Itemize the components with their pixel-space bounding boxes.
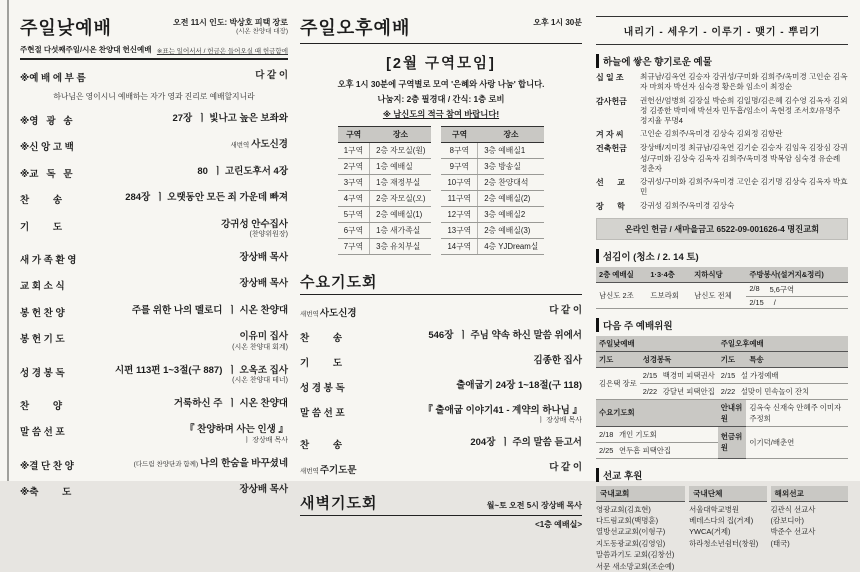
col-header: 기도: [596, 351, 640, 367]
item-label: 교 회 소 식: [20, 278, 65, 292]
offering-names: 강귀성/구미화 김희주/옥미경 고인순 김기명 김상숙 김옥자 박효민: [640, 177, 848, 198]
mission-item: 서울대학교병원: [689, 504, 766, 515]
worship-item-creed: [300, 305, 582, 319]
table-row: 12구역 3층 예배실2: [441, 207, 544, 223]
item-value: 80 ㅣ 고린도후서 4장: [197, 166, 288, 177]
col-header: 성경봉독: [640, 351, 718, 367]
item-label: 말 씀 선 포: [20, 424, 65, 438]
next-week-table: [596, 336, 848, 459]
col-header: 2층 예배실: [596, 267, 647, 283]
group-location-tables: [300, 126, 582, 255]
scan-edge-line: [7, 0, 9, 481]
item-subnote: ㅣ 장상배 목사: [345, 417, 582, 425]
church-motto: 내리기 - 세우기 - 이루기 - 맺기 - 뿌리기: [596, 16, 848, 45]
offering-label: 건축헌금: [596, 143, 640, 174]
worship-item-announcements: [20, 278, 288, 292]
afternoon-worship-time: 오후 1시 30분: [533, 14, 582, 28]
table-row: 4구역 2층 자모실(오): [338, 191, 432, 207]
item-label: 기 도: [300, 355, 342, 369]
morning-worship-order: [20, 60, 288, 498]
standing-note: ※표는 일어서서 / 헌금은 들어오실 때 헌금함에: [157, 46, 288, 55]
offering-names: 고인순 김희주/옥미경 김상숙 김외정 김항란: [640, 129, 848, 140]
col-header: 해외선교: [771, 486, 848, 502]
group-meeting-line2: 나눔지: 2층 필경대 / 간식: 1층 로비: [300, 93, 582, 105]
item-value: 다 같 이: [255, 70, 288, 81]
table-row: 11구역 2층 예배실(2): [441, 191, 544, 207]
item-value: 장상배 목사: [239, 252, 288, 263]
worship-item-scripture: [20, 365, 288, 386]
worship-item-newcomers: [20, 252, 288, 266]
offering-names: 권헌선/엄병희 김장실 박순희 김일명/김은혜 김수영 김옥자 김외정 김종한 박미애 박선자 민두흠/임소이 옥현정 조서호/유명주 정지율 무명4: [640, 96, 848, 127]
item-subnote: (시온 찬양대 테너): [65, 377, 288, 385]
mission-overseas: [771, 486, 848, 572]
call-verse: 하나님은 영이시니 예배하는 자가 영과 진리로 예배할지니라: [20, 91, 288, 102]
col-header: 주방봉사(설거지&정리): [746, 267, 848, 283]
offering-label: 겨 자 씨: [596, 129, 640, 140]
offering-row-mustard-seed: [596, 129, 848, 140]
worship-item-gloria: [20, 113, 288, 127]
online-offering-account: 온라인 헌금 / 새마을금고 6522-09-001626-4 명진교회: [596, 218, 848, 240]
item-label: ※결 단 찬 양: [20, 458, 74, 472]
mission-item: 열방선교교회(이형구): [596, 526, 685, 537]
worship-item-scripture: [300, 380, 582, 394]
item-value: 사도신경: [251, 139, 288, 150]
item-value: 다 같 이: [549, 305, 582, 316]
table-row: 2/22 강달년 피택안집 2/22 설맞이 민속놀이 잔치: [596, 383, 848, 399]
worship-item-offertory-praise: [20, 305, 288, 319]
offering-section-title: 하늘에 쌓은 향기로운 예물: [596, 54, 848, 68]
next-week-section-title: 다음 주 예배위원: [596, 318, 848, 332]
col-header: 국내교회: [596, 486, 685, 502]
morning-worship-title: 주일낮예배: [20, 14, 112, 40]
item-note: (다드림 찬양단과 함께): [134, 461, 198, 468]
group-meeting-title: [2월 구역모임]: [300, 52, 582, 73]
item-value: 27장 ㅣ 빛나고 높은 보좌와: [172, 113, 288, 124]
item-value: 『 찬양하며 사는 인생 』: [185, 424, 288, 435]
dawn-prayer-place: <1층 예배실>: [300, 519, 582, 530]
offering-names: 최규남/김옥연 김승자 강귀성/구미화 김희주/옥미경 고인순 김옥자 마희자 박선자 심숙경 황은화 임소이 최정순: [640, 72, 848, 93]
table-row: 2구역 1층 예배실: [338, 159, 432, 175]
item-note: 새번역: [300, 311, 319, 318]
mission-item: 영광교회(김효현): [596, 504, 685, 515]
table-row: 3구역 1층 재정부실: [338, 175, 432, 191]
item-label: 봉 헌 기 도: [20, 331, 65, 345]
offering-label: 감사헌금: [596, 96, 640, 127]
worship-item-creed: [20, 139, 288, 153]
afternoon-worship-title: 주일오후예배: [300, 14, 410, 40]
serving-table: [596, 267, 848, 309]
worship-item-sermon: [300, 405, 582, 426]
group-meeting-notice: [300, 52, 582, 255]
mission-section-title: 선교 후원: [596, 468, 848, 482]
item-note: 새번역: [230, 142, 249, 149]
mission-item: 다드림교회(백명훈): [596, 515, 685, 526]
worship-item-hymn: [300, 437, 582, 451]
info-panel: [596, 0, 848, 481]
item-subnote: ㅣ 장상배 목사: [65, 437, 288, 445]
item-label: ※예 배 에 부 름: [20, 70, 86, 84]
group-table-left: [338, 126, 432, 255]
table-row: 김은택 장로 2/15 백경미 피택권사 2/15 설 가정예배: [596, 367, 848, 383]
mission-item: 하라청소년쉼터(창원): [689, 538, 766, 549]
item-label: 기 도: [20, 219, 62, 233]
item-label: ※영 광 송: [20, 113, 73, 127]
col-header: 1·3·4층: [647, 267, 691, 283]
morning-worship-leader-note: (시온 찬양대 대장): [173, 28, 288, 36]
worship-item-commitment-hymn: [20, 458, 288, 472]
morning-worship-header: [20, 14, 288, 60]
table-row: 13구역 2층 예배실(3): [441, 223, 544, 239]
col-header: 수요기도회: [596, 399, 718, 426]
item-label: ※교 독 문: [20, 166, 73, 180]
table-row: 9구역 3층 방송실: [441, 159, 544, 175]
offering-row-tithe: [596, 72, 848, 93]
table-row: 6구역 1층 새가족실: [338, 223, 432, 239]
group-meeting-line3: ※ 남신도의 적극 참여 바랍니다!: [300, 108, 582, 120]
item-value: 다 같 이: [549, 462, 582, 473]
afternoon-worship-header: [300, 14, 582, 44]
table-row: 7구역 3층 유치부실: [338, 239, 432, 255]
mission-item: 서문 새소망교회(조순예): [596, 561, 685, 572]
item-label: 성 경 봉 독: [300, 380, 345, 394]
table-row: 14구역 4층 YJDream실: [441, 239, 544, 255]
worship-item-benediction: [20, 484, 288, 498]
worship-item-prayer: [20, 219, 288, 240]
item-label: 찬 송: [300, 330, 342, 344]
wednesday-prayer-header: [300, 271, 582, 295]
item-label: 봉 헌 찬 양: [20, 305, 65, 319]
col-header: 장소: [478, 127, 545, 143]
col-header: 주일낮예배: [596, 336, 718, 352]
table-row: 10구역 2층 찬양대석: [441, 175, 544, 191]
item-label: 사도신경: [320, 308, 357, 319]
col-header: 헌금위원: [718, 426, 747, 458]
item-value: 장상배 목사: [239, 278, 288, 289]
kitchen-duty-row: 2/8 5,6구역: [746, 283, 848, 296]
mission-item: 말씀과기도 교회(김창선): [596, 549, 685, 560]
worship-item-call: [20, 70, 288, 84]
table-row: 5구역 2층 예배실(1): [338, 207, 432, 223]
wednesday-prayer-order: [300, 295, 582, 476]
wednesday-prayer-title: 수요기도회: [300, 271, 377, 292]
item-value: 강귀성 안수집사: [221, 219, 288, 230]
item-label: 찬 양: [20, 398, 62, 412]
item-value: 주를 위한 나의 멜로디 ㅣ 시온 찬양대: [132, 305, 288, 316]
worship-item-prayer: [300, 355, 582, 369]
item-label: 말 씀 선 포: [300, 405, 345, 419]
sunday-morning-worship-panel: [20, 0, 288, 481]
col-header: 장소: [370, 127, 432, 143]
offering-label: 장 학: [596, 201, 640, 212]
offering-row-scholarship: [596, 201, 848, 212]
item-note: 새번역: [300, 468, 319, 475]
item-subnote: (찬양위원장): [62, 231, 288, 239]
item-value: 546장 ㅣ 주님 약속 하신 말씀 위에서: [428, 330, 582, 341]
mission-item: 김관식 선교사: [771, 504, 848, 515]
serving-section-title: 섬김이 (청소 / 2. 14 토): [596, 249, 848, 263]
kitchen-duty-row: 2/15 /: [746, 296, 848, 308]
item-label: 찬 송: [300, 437, 342, 451]
mission-domestic-orgs: [689, 486, 766, 572]
worship-item-lords-prayer: [300, 462, 582, 476]
item-value: 시편 113편 1~3절(구 887) ㅣ 오옥조 집사: [115, 365, 288, 376]
item-value: 장상배 목사: [239, 484, 288, 495]
dawn-prayer-time: 월~토 오전 5시 장상배 목사: [487, 500, 582, 513]
item-value: 출애굽기 24장 1~18절(구 118): [456, 380, 582, 391]
offering-label: 십 일 조: [596, 72, 640, 93]
col-header: 구역: [441, 127, 477, 143]
item-label: 성 경 봉 독: [20, 365, 65, 379]
item-label: 주기도문: [320, 465, 357, 476]
offering-list: [596, 72, 848, 212]
item-value: 김종한 집사: [533, 355, 582, 366]
table-row: 2/25 연두흠 피택안집: [596, 442, 848, 458]
table-row: 8구역 3층 예배실1: [441, 143, 544, 159]
col-header: 특송: [746, 351, 848, 367]
col-header: 주일오후예배: [718, 336, 848, 352]
col-header: 안내위원: [718, 399, 747, 426]
item-label: 찬 송: [20, 192, 62, 206]
item-value: 거룩하신 주 ㅣ 시온 찬양대: [174, 398, 288, 409]
item-value: 『 출애굽 이야기41 - 계약의 하나님 』: [423, 405, 582, 416]
morning-worship-time: 오전 11시 인도: 박상호 피택 장로: [173, 18, 288, 28]
col-header: 국내단체: [689, 486, 766, 502]
guide-members: 김옥숙 신재숙 안혜주 이미자 주정희: [746, 399, 848, 426]
mission-item: (태국): [771, 538, 848, 549]
worship-item-sermon: [20, 424, 288, 445]
table-row: 남신도 2조 드보라회 남신도 전체 2/8 5,6구역 2/15 /: [596, 282, 848, 308]
mission-item: 박준수 선교사: [771, 526, 848, 537]
col-header: 지하식당: [691, 267, 746, 283]
mission-domestic-churches: [596, 486, 685, 572]
worship-item-hymn: [300, 330, 582, 344]
mission-item: 지도동광교회(김영임): [596, 538, 685, 549]
item-subnote: (시온 찬양대 회계): [65, 344, 288, 352]
group-table-right: [441, 126, 544, 255]
worship-item-responsive-reading: [20, 166, 288, 180]
offering-row-mission: [596, 177, 848, 198]
offering-names: 강귀성 김희주/옥미경 김상숙: [640, 201, 848, 212]
offering-names: 장상배/지미정 최규남/김옥연 김기순 김승자 김임옥 김장심 강귀성/구미화 김상숙 김옥자 김희주/옥미경 박복암 심숙경 유순례 정춘자: [640, 143, 848, 174]
group-meeting-line1: 오후 1시 30분에 구역별로 모여 '은혜와 사랑 나눔' 합니다.: [300, 78, 582, 90]
offering-members: 이기덕/배춘연: [746, 426, 848, 458]
item-value: 이유미 집사: [239, 331, 288, 342]
mission-item: YWCA(거제): [689, 526, 766, 537]
col-header: 구역: [338, 127, 370, 143]
mission-item: 베데스다의 집(거제): [689, 515, 766, 526]
morning-worship-subtitle: 주현절 다섯째주일/시온 찬양대 헌신예배: [20, 44, 152, 55]
item-value: 204장 ㅣ 주의 말씀 듣고서: [470, 437, 582, 448]
table-row: [596, 399, 848, 426]
table-row: 2/18 개인 기도회 헌금위원 이기덕/배춘연: [596, 426, 848, 442]
worship-item-offertory-prayer: [20, 331, 288, 352]
item-value: 나의 한숨을 바꾸셨네: [200, 458, 288, 469]
dawn-prayer-header: [300, 492, 582, 516]
offering-label: 선 교: [596, 177, 640, 198]
offering-row-thanks: [596, 96, 848, 127]
col-header: 기도: [718, 351, 747, 367]
item-label: 새 가 족 환 영: [20, 252, 76, 266]
table-row: 1구역 2층 자모실(원): [338, 143, 432, 159]
worship-item-anthem: [20, 398, 288, 412]
mission-support-table: [596, 486, 848, 572]
item-label: ※축 도: [20, 484, 71, 498]
afternoon-worship-panel: [300, 0, 582, 481]
dawn-prayer-title: 새벽기도회: [300, 492, 377, 513]
prayer-person: 김은택 장로: [596, 367, 640, 399]
mission-item: (캄보디아): [771, 515, 848, 526]
offering-row-building: [596, 143, 848, 174]
item-value: 284장 ㅣ 오랫동안 모든 죄 가운데 빠져: [125, 192, 288, 203]
worship-item-hymn: [20, 192, 288, 206]
item-label: ※신 앙 고 백: [20, 139, 74, 153]
